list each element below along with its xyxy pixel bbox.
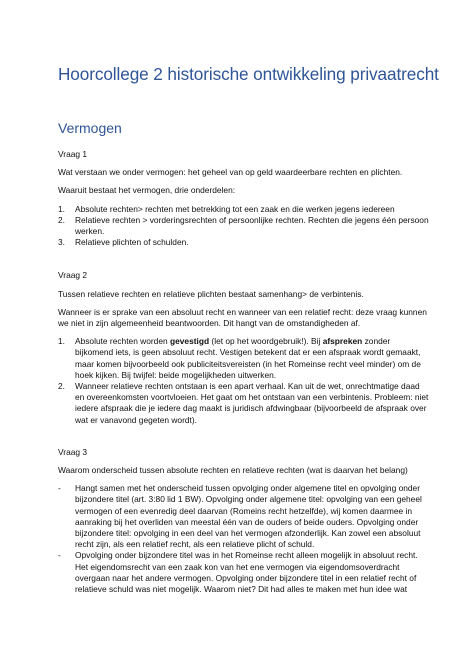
vraag2-list	[58, 336, 430, 426]
vraag3-question: Waarom onderscheid tussen absolute rechten en relatieve rechten (wat is daarvan het belang)	[58, 465, 408, 476]
list-item: - Opvolging onder bijzondere titel was in het Romeinse recht alleen mogelijk in absoluut recht. Het eigendomsrecht van een zaak kon van het ene vermogen via eigendomsoverdracht overgaan naar het andere vermogen. Opvolging onder bijzondere titel in een relatief recht of relatieve schuld was niet mogelijk. Waarom niet? Dit had alles te maken met hun idee wat	[58, 550, 418, 595]
list-item: 2. Relatieve rechten > vorderingsrechten of persoonlijke rechten. Rechten die jegens één persoon werken.	[58, 214, 429, 237]
section-heading: Vermogen	[58, 120, 122, 136]
vraag3-list	[58, 483, 430, 595]
vraag1-label: Vraag 1	[58, 149, 88, 159]
list-item: 2. Wanneer relatieve rechten ontstaan is een apart verhaal. Kan uit de wet, onrechtmatige daad en overeenkomsten voortvloeien. Het gaat om het ontstaan van een verbintenis. Probleem: niet iedere afspraak die je iedere dag maakt is juridisch afdwingbaar (bijvoorbeeld de afspraak over wat er vanavond gegeten wordt).	[58, 381, 429, 425]
list-item: - Hangt samen met het onderscheid tussen opvolging onder algemene titel en opvolging onder bijzondere titel (art. 3:80 lid 1 BW). Opvolging onder algemene titel: opvolging van een geheel vermogen of een evenredig deel daarvan (Romeins recht hetzelfde), wij komen daarmee in aanraking bij het overliden van meestal één van de ouders of beide ouders. Opvolging onder bijzondere titel: opvolging in een deel van het vermogen afzonderlijk. Kan zowel een absoluut recht zijn, als een relatief recht, als een relatieve plicht of schuld.	[58, 483, 422, 550]
vraag2-question: Tussen relatieve rechten en relatieve plichten bestaat samenhang> de verbintenis.	[58, 288, 364, 299]
vraag2-paragraph: Wanneer is er sprake van een absoluut recht en wanneer van een relatief recht: deze vraag kunnen we niet in zijn algemeenheid beantwoorden. Dit hangt van de omstandigheden af.	[58, 306, 427, 329]
vraag2-label: Vraag 2	[58, 270, 88, 281]
vraag3-label: Vraag 3	[58, 446, 88, 457]
vraag1-list	[58, 204, 430, 249]
page-title: Hoorcollege 2 historische ontwikkeling privaatrecht	[58, 64, 439, 84]
document-body	[58, 149, 430, 595]
list-item: 3. Relatieve plichten of schulden.	[58, 237, 189, 248]
vraag1-question: Wat verstaan we onder vermogen: het geheel van op geld waardeerbare rechten en plichten.	[58, 167, 403, 178]
vraag1-intro: Waaruit bestaat het vermogen, drie onderdelen:	[58, 185, 236, 196]
list-item: 1. Absolute rechten> rechten met betrekking tot een zaak en die werken jegens iedereen	[58, 203, 395, 214]
list-item: 1. Absolute rechten worden gevestigd (let op het woordgebruik!). Bij afspreken zonder bijkomend iets, is geen absoluut recht. Vestigen betekent dat er een afspraak wordt gemaakt, maar komen bijvoorbeeld ook publiciteitsvereisten (in het Romeinse recht veel minder) om de hoek kijken. Bij twijfel: beide mogelijkheden uitwerken.	[58, 336, 421, 380]
